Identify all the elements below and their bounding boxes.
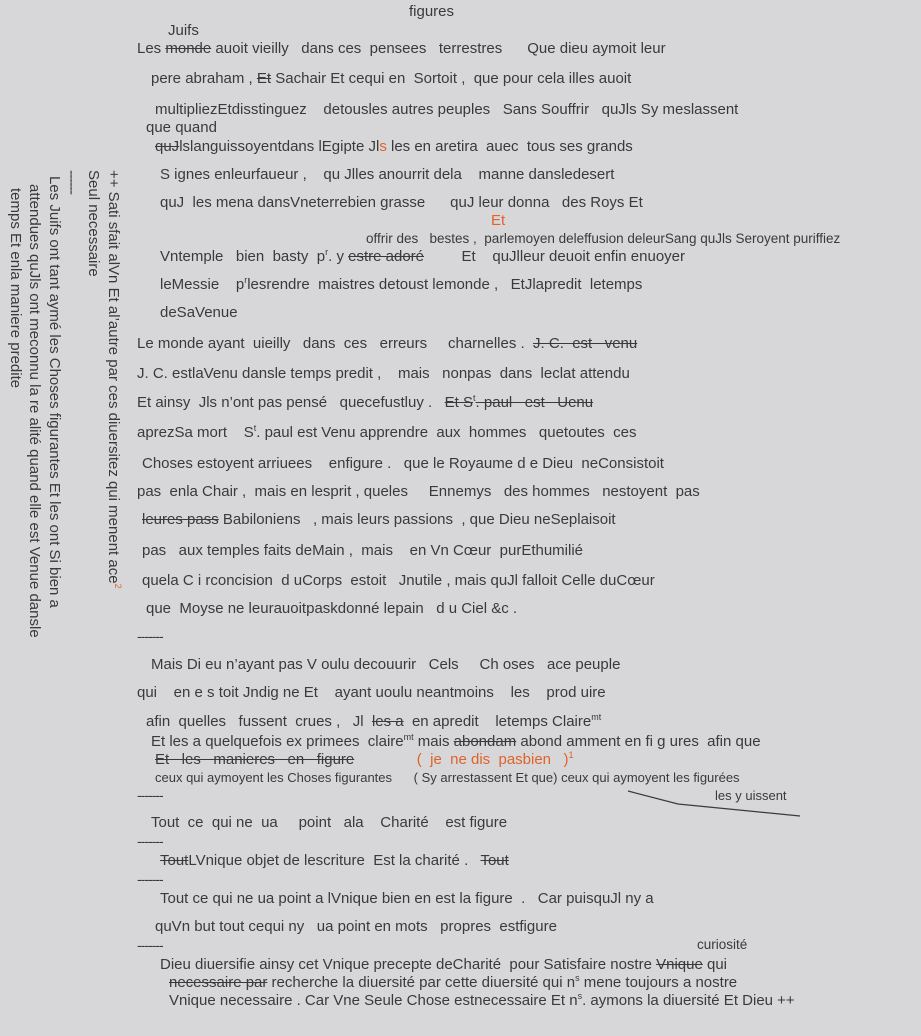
struck-text: Tout: [480, 852, 509, 869]
text-segment: ceux qui aymoyent les Choses figurantes ( Sy arrestassent Et que) ceux qui aymoyent les figurées: [155, 770, 740, 785]
margin-note-vertical: Seul necessaire: [85, 170, 102, 277]
margin-note-vertical: ++ Sati sfait alVn Et al’autre par ces diuersitez qui menent ace$^2$: [105, 170, 123, 589]
text-segment: LVnique objet de lescriture Est la charité .: [188, 852, 481, 869]
text-segment: Sachair Et cequi en Sortoit , que pour cela illes auoit: [271, 70, 632, 87]
text-segment: aprezSa mort S: [137, 424, 254, 441]
text-segment: s: [379, 138, 387, 155]
text-segment: Vnique necessaire . Car Vne Seule Chose estnecessaire Et n: [169, 992, 578, 1009]
superscript-text: mt: [591, 712, 602, 722]
struck-text: J. C. est venu: [533, 335, 638, 352]
struck-text: abondam: [453, 733, 517, 750]
margin-note-vertical: attendues quJls ont meconnu la re alité quand elle est Venue dansle: [26, 184, 43, 638]
text-line: [151, 814, 507, 831]
text-segment: pas enla Chair , mais en lesprit , queles Ennemys des hommes nestoyent pas: [137, 483, 700, 500]
struck-text: Vnique: [656, 956, 703, 973]
text-segment: Et quJlleur deuoit enfin enuoyer: [424, 248, 685, 265]
superscript-text: t: [253, 423, 257, 433]
superscript-text: mt: [403, 732, 414, 742]
text-segment: Vntemple bien basty p: [160, 248, 326, 265]
text-segment: Babiloniens , mais leurs passions , que Dieu neSeplaisoit: [218, 511, 616, 528]
superscript-text: s: [577, 991, 583, 1001]
text-segment: auoit vieilly dans ces pensees terrestres Que dieu aymoit leur: [211, 40, 666, 57]
text-segment: Tout ce qui ne ua point a lVnique bien en est la figure . Car puisquJl ny a: [160, 890, 654, 907]
text-segment: que Moyse ne leurauoitpaskdonné lepain d u Ciel &c .: [146, 600, 518, 617]
text-segment: mais: [413, 733, 454, 750]
superscript-text: t: [473, 393, 476, 403]
text-line: [160, 890, 654, 907]
text-segment: . paul est Venu apprendre aux hommes quetoutes ces: [256, 424, 637, 441]
text-segment: en apredit letemps Claire: [403, 713, 592, 730]
text-segment: les y uissent: [715, 788, 787, 803]
struck-text: Et: [256, 70, 272, 87]
text-segment: recherche la diuersité par cette diuersité qui n: [267, 974, 576, 991]
text-segment: Les: [137, 40, 166, 57]
marginal-annotation-juifs: Juifs: [168, 22, 199, 39]
text-segment: Et ainsy Jls n’ont pas pensé quecefustluy .: [137, 394, 445, 411]
text-segment: abond amment en fi g ures afin que: [516, 733, 761, 750]
text-line: [169, 992, 795, 1009]
text-line: [169, 974, 737, 991]
text-segment: quela C i rconcision d uCorps estoit Jnutile , mais quJl falloit Celle duCœur: [142, 572, 655, 589]
text-segment: lslanguissoyentdans lEgipte Jl: [179, 138, 380, 155]
section-separator: -------: [137, 628, 163, 644]
text-segment: curiosité: [697, 937, 748, 952]
page-heading: figures: [409, 3, 455, 20]
text-segment: lesrendre maistres detoust lemonde , EtJlapredit letemps: [247, 276, 643, 293]
margin-note-vertical: Les Juifs ont tant aymé les Choses figurantes Et les ont Si bien a: [46, 176, 63, 608]
text-segment: mene toujours a nostre: [579, 974, 738, 991]
struck-text: . paul est Uenu: [475, 394, 594, 411]
text-line: [155, 918, 557, 935]
struck-text: les a: [371, 713, 404, 730]
text-segment: afin quelles fussent crues , Jl: [146, 713, 372, 730]
text-segment: Le monde ayant uieilly dans ces erreurs charnelles .: [137, 335, 534, 352]
text-line: [160, 852, 509, 869]
text-segment: que quand: [146, 119, 217, 136]
struck-text: estre adoré: [348, 248, 425, 265]
section-separator: -------: [137, 871, 163, 887]
interlinear-insertion: [697, 936, 747, 953]
section-separator: -------: [137, 787, 163, 803]
section-separator: -------: [137, 937, 163, 953]
text-segment: Choses estoyent arriuees enfigure . que le Royaume d e Dieu neConsistoit: [142, 455, 664, 472]
text-segment: Mais Di eu n’ayant pas V oulu decouurir Cels Ch oses ace peuple: [151, 656, 621, 673]
text-segment: ( je ne dis pasbien ): [416, 751, 569, 768]
section-separator: -------: [137, 833, 163, 849]
text-segment: deSaVenue: [160, 304, 238, 321]
text-segment: . aymons la diuersité Et Dieu ++: [582, 992, 795, 1009]
struck-text: leures pass: [142, 511, 219, 528]
text-segment: Dieu diuersifie ainsy cet Vnique precepte deCharité pour Satisfaire nostre: [160, 956, 657, 973]
text-segment: Tout ce qui ne ua point ala Charité est figure: [151, 814, 508, 831]
text-segment: J. C. estlaVenu dansle temps predit , mais nonpas dans leclat attendu: [137, 365, 630, 382]
text-line: [160, 956, 727, 973]
struck-text: Et les manieres en figure: [155, 751, 355, 768]
text-segment: quVn but tout cequi ny ua point en mots propres estfigure: [155, 918, 557, 935]
text-segment: Et les a quelquefois ex primees claire: [151, 733, 404, 750]
text-segment: Et: [491, 212, 506, 229]
struck-text: Tout: [160, 852, 189, 869]
text-segment: leMessie p: [160, 276, 245, 293]
superscript-text: s: [575, 973, 580, 983]
text-segment: multipliezEtdisstinguez detousles autres peuples Sans Souffrir quJls Sy meslassent: [155, 101, 739, 118]
margin-note-vertical: ------: [63, 170, 80, 194]
text-segment: offrir des bestes , parlemoyen deleffusion deleurSang quJls Seroyent puriffiez: [366, 231, 841, 246]
struck-text: necessaire par: [169, 974, 268, 991]
text-segment: . y: [328, 248, 349, 265]
superscript-text: r: [244, 275, 248, 285]
struck-text: quJ: [155, 138, 180, 155]
struck-text: Et S: [444, 394, 474, 411]
struck-text: monde: [165, 40, 212, 57]
margin-note-vertical: temps Et enla maniere predite: [7, 188, 24, 389]
text-segment: pere abraham ,: [151, 70, 257, 87]
superscript-text: 1: [568, 750, 574, 760]
text-segment: les en aretira auec tous ses grands: [386, 138, 633, 155]
text-segment: quJ les mena dansVneterrebien grasse quJ leur donna des Roys Et: [160, 194, 643, 211]
text-segment: pas aux temples faits deMain , mais en Vn Cœur purEthumilié: [142, 542, 584, 559]
superscript-text: r: [325, 247, 329, 257]
text-segment: qui: [702, 956, 728, 973]
text-segment: qui en e s toit Jndig ne Et ayant uoulu neantmoins les prod uire: [137, 684, 606, 701]
text-segment: S ignes enleurfaueur , qu Jlles anourrit dela manne dansledesert: [160, 166, 615, 183]
